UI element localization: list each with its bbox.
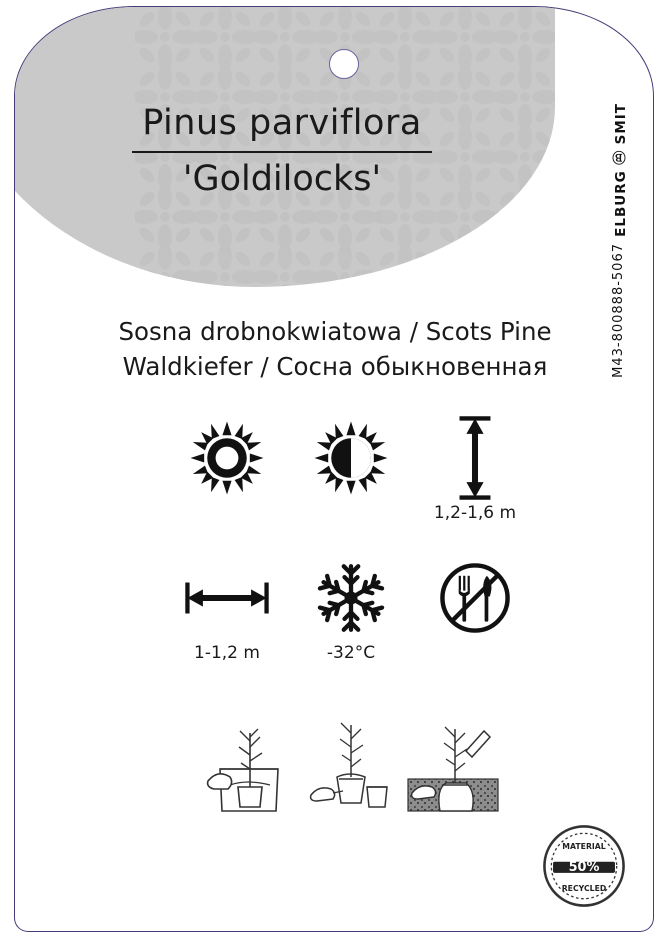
botanical-name-block bbox=[77, 103, 487, 200]
care-icon-width bbox=[165, 559, 289, 663]
common-names-block bbox=[55, 315, 615, 385]
snowflake-icon bbox=[289, 559, 413, 637]
not-edible-icon bbox=[413, 559, 537, 637]
genus-species: Pinus parviflora bbox=[142, 103, 422, 143]
seal-bottom-text: RECYCLED bbox=[561, 883, 607, 893]
care-icon-full-sun bbox=[165, 419, 289, 503]
care-icon-height bbox=[413, 419, 537, 523]
recycled-seal bbox=[541, 823, 627, 909]
care-icons-row-1 bbox=[165, 419, 565, 523]
common-name-line-2: Waldkiefer / Сосна обыкновенная bbox=[122, 351, 548, 381]
full-sun-icon bbox=[165, 419, 289, 497]
article-code: M43-800888-5067 bbox=[611, 242, 626, 378]
common-name-line-1: Sosna drobnokwiatowa / Scots Pine bbox=[118, 317, 552, 346]
seal-top-text: MATERIAL bbox=[562, 841, 606, 851]
name-divider bbox=[132, 151, 432, 153]
care-icon-not-edible bbox=[413, 559, 537, 643]
half-sun-icon bbox=[289, 419, 413, 497]
hardiness-caption: -32°C bbox=[326, 643, 376, 663]
width-arrow-icon bbox=[165, 559, 289, 637]
plant-label-card bbox=[14, 6, 654, 932]
hanging-hole bbox=[329, 49, 359, 79]
step-remove-pot-icon bbox=[303, 707, 397, 817]
care-icon-hardiness bbox=[289, 559, 413, 663]
care-icon-half-sun bbox=[289, 419, 413, 503]
seal-value: 50% bbox=[568, 860, 600, 876]
brand-name: ELBURG Ⓑ SMIT bbox=[613, 103, 629, 237]
height-arrow-icon bbox=[413, 419, 537, 497]
step-water-bucket-icon bbox=[200, 707, 294, 817]
cultivar-name: 'Goldilocks' bbox=[182, 159, 382, 200]
width-caption: 1-1,2 m bbox=[194, 643, 260, 663]
step-plant-soil-icon bbox=[406, 707, 500, 817]
height-caption: 1,2-1,6 m bbox=[433, 503, 517, 523]
planting-steps bbox=[200, 707, 500, 817]
care-icons-row-2 bbox=[165, 559, 565, 663]
